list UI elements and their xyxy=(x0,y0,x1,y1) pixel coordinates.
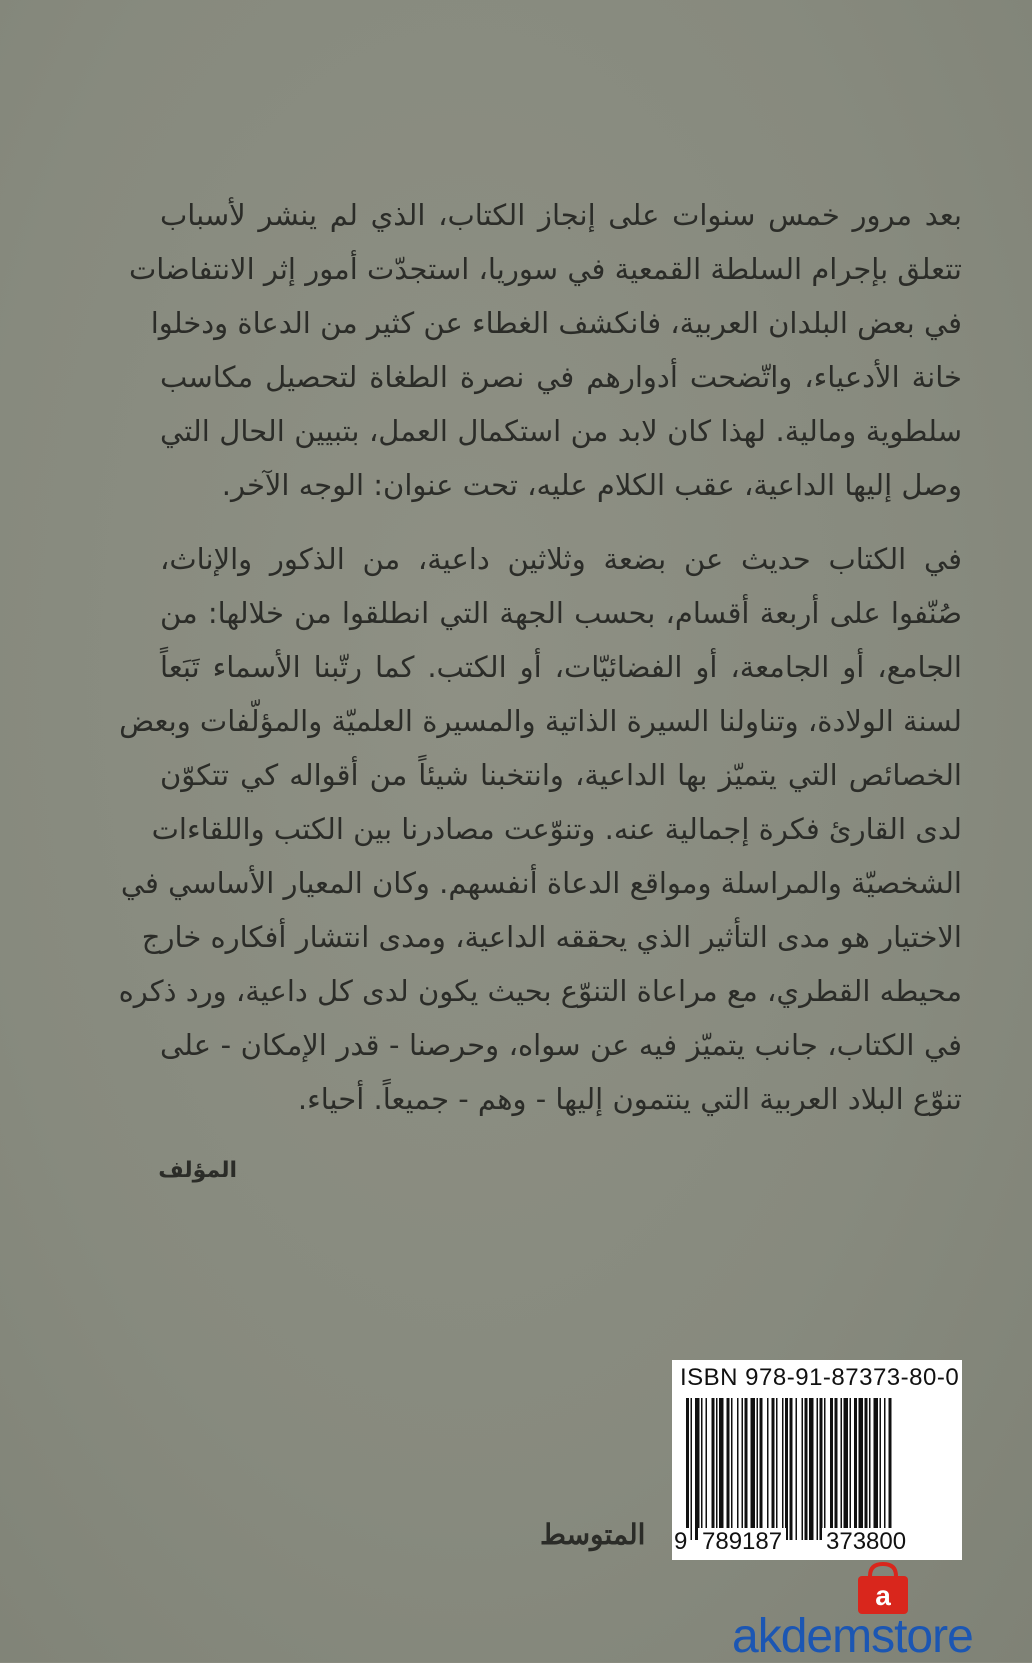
blurb-line: صُنّفوا على أربعة أقسام، بحسب الجهة التي انطلقوا من خلالها: من xyxy=(160,596,962,630)
barcode-bars xyxy=(686,1398,948,1540)
barcode-digit-first: 9 xyxy=(674,1528,688,1555)
blurb-line: في الكتاب، جانب يتميّز فيه عن سواه، وحرصنا - قدر الإمكان - على xyxy=(160,1028,962,1062)
barcode-digits-right: 373800 xyxy=(822,1528,910,1556)
blurb-line: تنوّع البلاد العربية التي ينتمون إليها - وهم - جميعاً. أحياء. xyxy=(297,1082,962,1116)
blurb-line: في الكتاب حديث عن بضعة وثلاثين داعية، من الذكور والإناث، xyxy=(160,542,962,576)
store-watermark: akdemstore xyxy=(732,1610,973,1663)
barcode-digits-left: 789187 xyxy=(698,1528,786,1556)
blurb-line: بعد مرور خمس سنوات على إنجاز الكتاب، الذي لم ينشر لأسباب xyxy=(160,198,962,232)
blurb-line: الخصائص التي يتميّز بها الداعية، وانتخبنا شيئاً من أقواله كي تتكوّن xyxy=(160,758,962,792)
author-signature: المؤلف xyxy=(158,1158,237,1183)
blurb-line: لسنة الولادة، وتناولنا السيرة الذاتية والمسيرة العلميّة والمؤلّفات وبعض xyxy=(119,704,962,738)
isbn-number: ISBN 978-91-87373-80-0 xyxy=(680,1364,960,1391)
shopping-bag-icon xyxy=(852,1560,914,1616)
publisher-logo: المتوسط xyxy=(540,1518,646,1551)
blurb-paragraph-1 xyxy=(128,188,962,512)
blurb-line: لدى القارئ فكرة إجمالية عنه. وتنوّعت مصادرنا بين الكتب واللقاءات xyxy=(151,812,962,846)
isbn-barcode xyxy=(672,1360,962,1560)
blurb-line: الشخصيّة والمراسلة ومواقع الدعاة أنفسهم. وكان المعيار الأساسي في xyxy=(120,866,962,900)
blurb-line: سلطوية ومالية. لهذا كان لابد من استكمال العمل، بتبيين الحال التي xyxy=(160,414,962,448)
blurb-line: في بعض البلدان العربية، فانكشف الغطاء عن كثير من الدعاة ودخلوا xyxy=(150,306,962,340)
blurb-line: وصل إليها الداعية، عقب الكلام عليه، تحت عنوان: الوجه الآخر. xyxy=(221,468,962,502)
blurb-line: خانة الأدعياء، واتّضحت أدوارهم في نصرة الطغاة لتحصيل مكاسب xyxy=(160,360,962,394)
blurb-line: الجامع، أو الجامعة، أو الفضائيّات، أو الكتب. كما رتّبنا الأسماء تَبَعاً xyxy=(160,650,962,684)
blurb-paragraph-2 xyxy=(118,532,962,1126)
svg-text:a: a xyxy=(875,1580,891,1611)
blurb-line: محيطه القطري، مع مراعاة التنوّع بحيث يكون لدى كل داعية، ورد ذكره xyxy=(118,974,962,1008)
blurb-line: تتعلق بإجرام السلطة القمعية في سوريا، استجدّت أمور إثر الانتفاضات xyxy=(128,252,962,286)
blurb-line: الاختيار هو مدى التأثير الذي يحققه الداعية، ومدى انتشار أفكاره خارج xyxy=(141,920,962,954)
